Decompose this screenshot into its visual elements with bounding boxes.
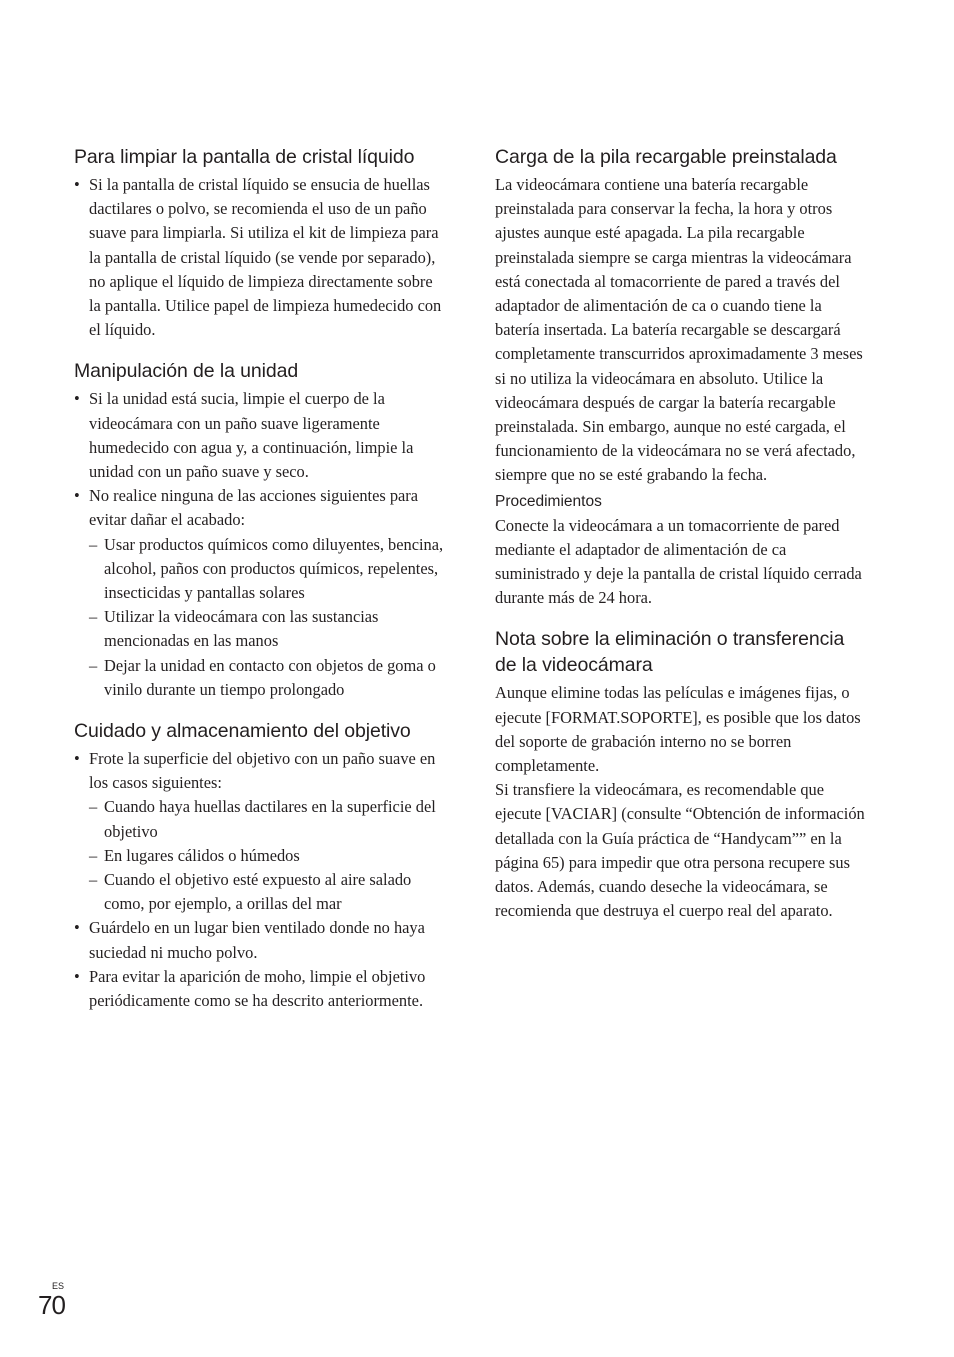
left-column [74,144,446,1013]
section-lcd-cleaning [74,144,446,342]
bullet-item [74,173,446,342]
bullet-item [74,965,446,1013]
bullet-marker: • [74,918,80,938]
dash-text: Cuando el objetivo esté expuesto al aire salado como, por ejemplo, a orillas del mar [104,870,412,914]
section-heading: Carga de la pila recargable preinstalada [495,146,837,168]
bullet-marker: • [74,175,80,194]
bullet-list [74,387,446,702]
dash-marker: – [89,845,98,865]
bullet-text: Si la pantalla de cristal líquido se ensucia de huellas dactilares o polvo, se recomienda el uso de un paño suave para limpiarla. Si utiliza el kit de limpieza para la pantalla de cristal líquido (se vende por separado), no aplique el líquido de limpieza directamente sobre la pantalla. Utilice papel de limpieza humedecido con el líquido. [89,175,442,340]
dash-list [89,533,446,702]
section-lens-care [74,718,446,1013]
body-paragraph: Si transfiere la videocámara, es recomendable que ejecute [VACIAR] (consulte “Obtención de información detallada con la Guía práctica de “Handycam”” en la página 65) para impedir que otra persona recupere sus datos. Además, cuando deseche la videocámara, se recomienda que destruya el cuerpo real del aparato. [495,780,865,921]
dash-item [89,654,446,702]
dash-item [89,868,446,916]
bullet-marker: • [74,486,80,506]
bullet-text: No realice ninguna de las acciones siguientes para evitar dañar el acabado: [89,486,419,530]
bullet-item [74,916,446,964]
bullet-text: Guárdelo en un lugar bien ventilado donde no haya suciedad ni mucho polvo. [89,918,425,962]
body-paragraph: La videocámara contiene una batería recargable preinstalada para conservar la fecha, la hora y otros ajustes aunque esté apagada. La pila recargable preinstalada siempre se carga mientras la videocámara está conectada al tomacorriente de pared a través del adaptador de alimentación de ca o cuando tiene la batería insertada. La batería recargable se descargará completamente transcurridos aproximadamente 3 meses si no utiliza la videocámara en absoluto. Utilice la videocámara después de cargar la batería recargable preinstalada. Sin embargo, aunque no esté cargada, el funcionamiento de la videocámara no se verá afectado, siempre que no se esté grabando la fecha. [495,175,863,485]
section-heading: Nota sobre la eliminación o transferencia de la videocámara [495,628,845,677]
dash-item [89,795,446,843]
body-paragraph: Aunque elimine todas las películas e imágenes fijas, o ejecute [FORMAT.SOPORTE], es posible que los datos del soporte de grabación interno no se borren completamente. [495,683,861,776]
bullet-text: Si la unidad está sucia, limpie el cuerpo de la videocámara con un paño suave ligeramente humedecido con agua y, a continuación, limpie la unidad con un paño suave y seco. [89,389,414,482]
section-heading: Manipulación de la unidad [74,360,299,383]
page-footer [38,1281,65,1319]
bullet-marker: • [74,389,80,409]
bullet-list [74,747,446,1013]
dash-item [89,605,446,653]
bullet-list [74,173,446,342]
dash-text: Dejar la unidad en contacto con objetos de goma o vinilo durante un tiempo prolongado [104,655,436,699]
page-number: 70 [38,1290,65,1320]
section-backup-battery [495,144,867,610]
section-heading: Cuidado y almacenamiento del objetivo [74,720,411,743]
dash-text: En lugares cálidos o húmedos [104,845,300,865]
dash-item [89,844,446,868]
bullet-item [74,747,446,916]
bullet-text: Para evitar la aparición de moho, limpie el objetivo periódicamente como se ha descrito anteriormente. [89,966,426,1011]
dash-marker: – [89,534,98,554]
dash-marker: – [89,607,98,627]
dash-text: Usar productos químicos como diluyentes, bencina, alcohol, paños con productos químicos, repelentes, insecticidas y pantallas solares [104,534,444,603]
section-unit-handling [74,358,446,702]
subheading-procedures: Procedimientos [495,492,602,510]
right-column [495,144,867,923]
section-heading: Para limpiar la pantalla de cristal líquido [74,146,415,168]
dash-text: Cuando haya huellas dactilares en la superficie del objetivo [104,797,436,841]
dash-text: Utilizar la videocámara con las sustancias mencionadas en las manos [104,607,379,651]
procedure-paragraph: Conecte la videocámara a un tomacorriente de pared mediante el adaptador de alimentación de ca suministrado y deje la pantalla de cristal líquido cerrada durante más de 24 hora. [495,515,862,608]
language-code: ES [52,1281,65,1291]
dash-marker: – [89,870,98,890]
dash-list [89,795,446,916]
bullet-item [74,484,446,702]
bullet-text: Frote la superficie del objetivo con un paño suave en los casos siguientes: [89,749,436,793]
section-disposal-transfer [495,626,867,923]
bullet-marker: • [74,966,80,986]
bullet-marker: • [74,749,80,769]
dash-item [89,533,446,606]
dash-marker: – [89,655,98,675]
bullet-item [74,387,446,484]
dash-marker: – [89,797,98,817]
